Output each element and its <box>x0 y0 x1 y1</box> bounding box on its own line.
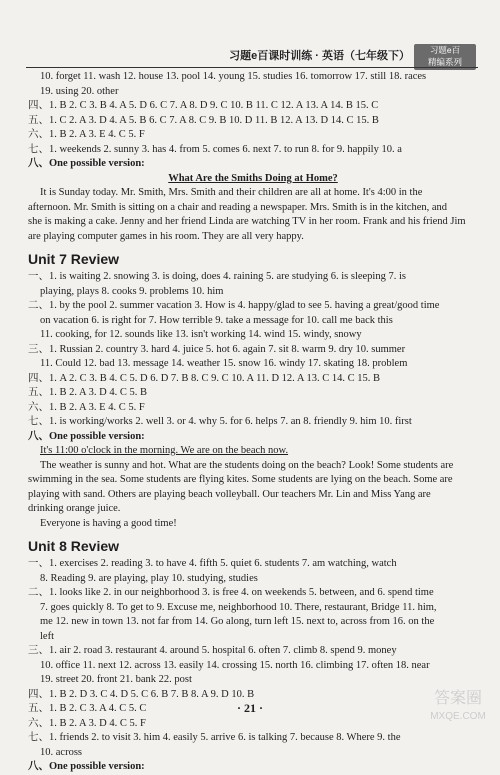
answer-line: It is Sunday today. Mr. Smith, Mrs. Smith and their children are all at home. It's 4:00 in the <box>40 187 423 198</box>
answer-line: 六、1. B 2. A 3. E 4. C 5. F <box>28 401 145 413</box>
essay-title: What Are the Smiths Doing at Home? <box>168 172 338 184</box>
answer-line: 10. forget 11. wash 12. house 13. pool 14. young 15. studies 16. tomorrow 17. still 18. races <box>40 71 427 82</box>
answer-line: 一、1. exercises 2. reading 3. to have 4. fifth 5. quiet 6. students 7. am watching, watch <box>28 558 397 569</box>
answer-line: 一、1. is waiting 2. snowing 3. is doing, does 4. raining 5. are studying 6. is sleeping 7. is <box>28 271 406 282</box>
answer-line: are playing computer games in his room. They are all very happy. <box>28 230 304 242</box>
answer-line: 七、1. is working/works 2. well 3. or 4. why 5. for 6. helps 7. an 8. friendly 9. him 10. first <box>28 416 412 427</box>
watermark-text: 答案圈 <box>433 690 482 707</box>
answer-line: Everyone is having a good time! <box>40 517 177 529</box>
answer-line: 八、One possible version: <box>28 158 145 169</box>
answer-line: 八、One possible version: <box>28 430 145 442</box>
page-header <box>0 0 500 67</box>
watermark-url: MXQE.COM <box>430 711 486 722</box>
answer-line: drinking orange juice. <box>28 503 121 514</box>
answer-line: playing with sand. Others are playing beach volleyball. Our teachers Mr. Lin and Miss Yang are <box>28 488 431 500</box>
answer-line: 五、1. C 2. A 3. D 4. A 5. B 6. C 7. A 8. C 9. B 10. D 11. B 12. A 13. D 14. C 15. B <box>28 114 379 126</box>
answer-line: 六、1. B 2. A 3. E 4. C 5. F <box>28 129 145 140</box>
answer-line: swimming in the sea. Some students are flying kites. Some students are lying on the beach. Some are <box>28 474 453 485</box>
logo-line-2: 精编系列 <box>427 57 462 67</box>
answer-line: 四、1. A 2. C 3. B 4. C 5. D 6. D 7. B 8. C 9. C 10. A 11. D 12. A 13. C 14. C 15. B <box>28 372 380 384</box>
answer-line: 11. Could 12. bad 13. message 14. weather 15. snow 16. windy 17. skating 18. problem <box>40 358 408 369</box>
answer-line: on vacation 6. is right for 7. How terrible 9. take a message for 10. call me back this <box>40 314 393 326</box>
answer-line: 二、1. looks like 2. in our neighborhood 3. is free 4. on weekends 5. between, and 6. spend time <box>28 587 434 598</box>
logo-line-1: 习题e百 <box>429 45 461 55</box>
header-divider <box>26 67 478 68</box>
answer-line: 四、1. B 2. C 3. B 4. A 5. D 6. C 7. A 8. D 9. C 10. B 11. C 12. A 13. A 14. B 15. C <box>28 100 379 111</box>
answer-line: 四、1. B 2. D 3. C 4. D 5. C 6. B 7. B 8. A 9. D 10. B <box>28 688 255 700</box>
answer-line: left <box>40 630 54 642</box>
answer-line: The weather is sunny and hot. What are the students doing on the beach? Look! Some students are <box>40 459 454 471</box>
unit-heading: Unit 8 Review <box>28 538 120 554</box>
answer-line: 8. Reading 9. are playing, play 10. studying, studies <box>40 572 258 584</box>
answer-line: 三、1. air 2. road 3. restaurant 4. around 5. hospital 6. often 7. climb 8. spend 9. money <box>28 645 397 656</box>
answer-line: me 12. new in town 13. not far from 14. Go along, turn left 15. next to, across from 16. on the <box>40 616 435 627</box>
answer-line: 五、1. B 2. C 3. A 4. C 5. C <box>28 703 147 714</box>
answer-line: 七、1. friends 2. to visit 3. him 4. easily 5. arrive 6. is talking 7. because 8. Where 9. the <box>28 732 401 743</box>
answer-line: 10. across <box>40 746 82 758</box>
watermark <box>422 690 494 726</box>
answer-line: 八、One possible version: <box>28 761 145 772</box>
header-title: 习题e百课时训练 · 英语（七年级下） <box>229 50 410 62</box>
answer-line: 19. street 20. front 21. bank 22. post <box>40 674 192 685</box>
answer-line: 三、1. Russian 2. country 3. hard 4. juice 5. hot 6. again 7. sit 8. warm 9. dry 10. summer <box>28 343 406 355</box>
answer-line: It's 11:00 o'clock in the morning. We are on the beach now. <box>40 445 289 456</box>
page-number: · 21 · <box>236 701 263 715</box>
answer-line: 19. using 20. other <box>40 85 119 97</box>
answer-line: 7. goes quickly 8. To get to 9. Excuse me, neighborhood 10. There, restaurant, Bridge 11. him, <box>40 601 437 613</box>
answer-line: 11. cooking, for 12. sounds like 13. isn't working 14. wind 15. windy, snowy <box>40 329 362 340</box>
answer-line: 五、1. B 2. A 3. D 4. C 5. B <box>28 387 148 398</box>
answer-line: 七、1. weekends 2. sunny 3. has 4. from 5. comes 6. next 7. to run 8. for 9. happily 10. a <box>28 143 402 155</box>
answer-content <box>28 70 478 775</box>
answer-line: 六、1. B 2. A 3. D 4. C 5. F <box>28 717 146 729</box>
answer-line: she is making a cake. Jenny and her friend Linda are watching TV in her room. Frank and his friend Jim <box>28 216 466 227</box>
answer-line: playing, plays 8. cooks 9. problems 10. him <box>40 285 224 297</box>
answer-line: 10. office 11. next 12. across 13. easily 14. crossing 15. north 16. climbing 17. often 18. near <box>40 659 430 671</box>
answer-line: afternoon. Mr. Smith is sitting on a chair and reading a newspaper. Mrs. Smith is in the kitchen, and <box>28 201 448 213</box>
answer-line: 二、1. by the pool 2. summer vacation 3. How is 4. happy/glad to see 5. having a great/good time <box>28 300 440 311</box>
unit-heading: Unit 7 Review <box>28 251 120 267</box>
